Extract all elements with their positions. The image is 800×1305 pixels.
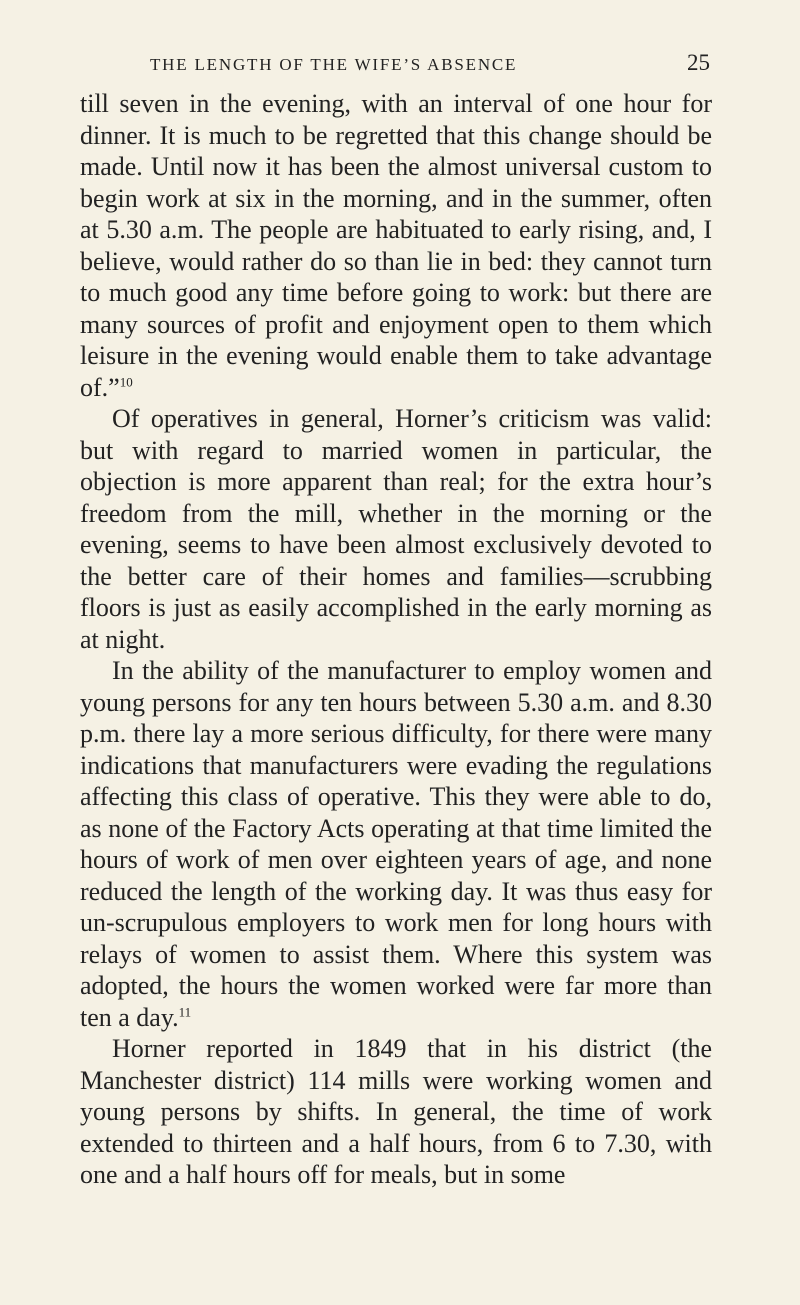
- paragraph-4: [80, 1033, 712, 1191]
- paragraph-3-text: In the ability of the manufacturer to employ women and young persons for any ten hours between 5.30 a.m. and 8.30 p.m. there lay a more serious difficulty, for there were many indications that manufacturers were evading the regulations affecting this class of operative. This they were able to do, as none of the Factory Acts operating at that time limited the hours of work of men over eighteen years of age, and none reduced the length of the working day. It was thus easy for un-scrupulous employers to work men for long hours with relays of women to assist them. Where this system was adopted, the hours the women worked were far more than ten a day.: [80, 656, 712, 1032]
- running-head: [150, 50, 710, 76]
- paragraph-2-text: Of operatives in general, Horner’s criticism was valid: but with regard to married women in particular, the objection is more apparent than real; for the extra hour’s freedom from the mill, whether in the morning or the evening, seems to have been almost exclusively devoted to the better care of their homes and families—scrubbing floors is just as easily accomplished in the early morning as at night.: [80, 404, 712, 654]
- running-title: THE LENGTH OF THE WIFE’S ABSENCE: [150, 55, 518, 74]
- paragraph-4-text: Horner reported in 1849 that in his district (the Manchester district) 114 mills were working women and young persons by shifts. In general, the time of work extended to thirteen and a half hours, from 6 to 7.30, with one and a half hours off for meals, but in some: [80, 1034, 712, 1189]
- footnote-marker-10: 10: [119, 373, 133, 389]
- footnote-marker-11: 11: [178, 1003, 192, 1019]
- paragraph-1: [80, 88, 712, 403]
- page-number: 25: [687, 50, 710, 75]
- paragraph-1-text: till seven in the evening, with an interval of one hour for dinner. It is much to be regretted that this change should be made. Until now it has been the almost universal custom to begin work at six in the morning, and in the summer, often at 5.30 a.m. The people are habituated to early rising, and, I believe, would rather do so than lie in bed: they cannot turn to much good any time before going to work: but there are many sources of profit and enjoyment open to them which leisure in the evening would enable them to take advantage of.”: [80, 89, 712, 402]
- paragraph-2: [80, 403, 712, 655]
- body-text: [80, 88, 712, 1191]
- paragraph-3: [80, 655, 712, 1033]
